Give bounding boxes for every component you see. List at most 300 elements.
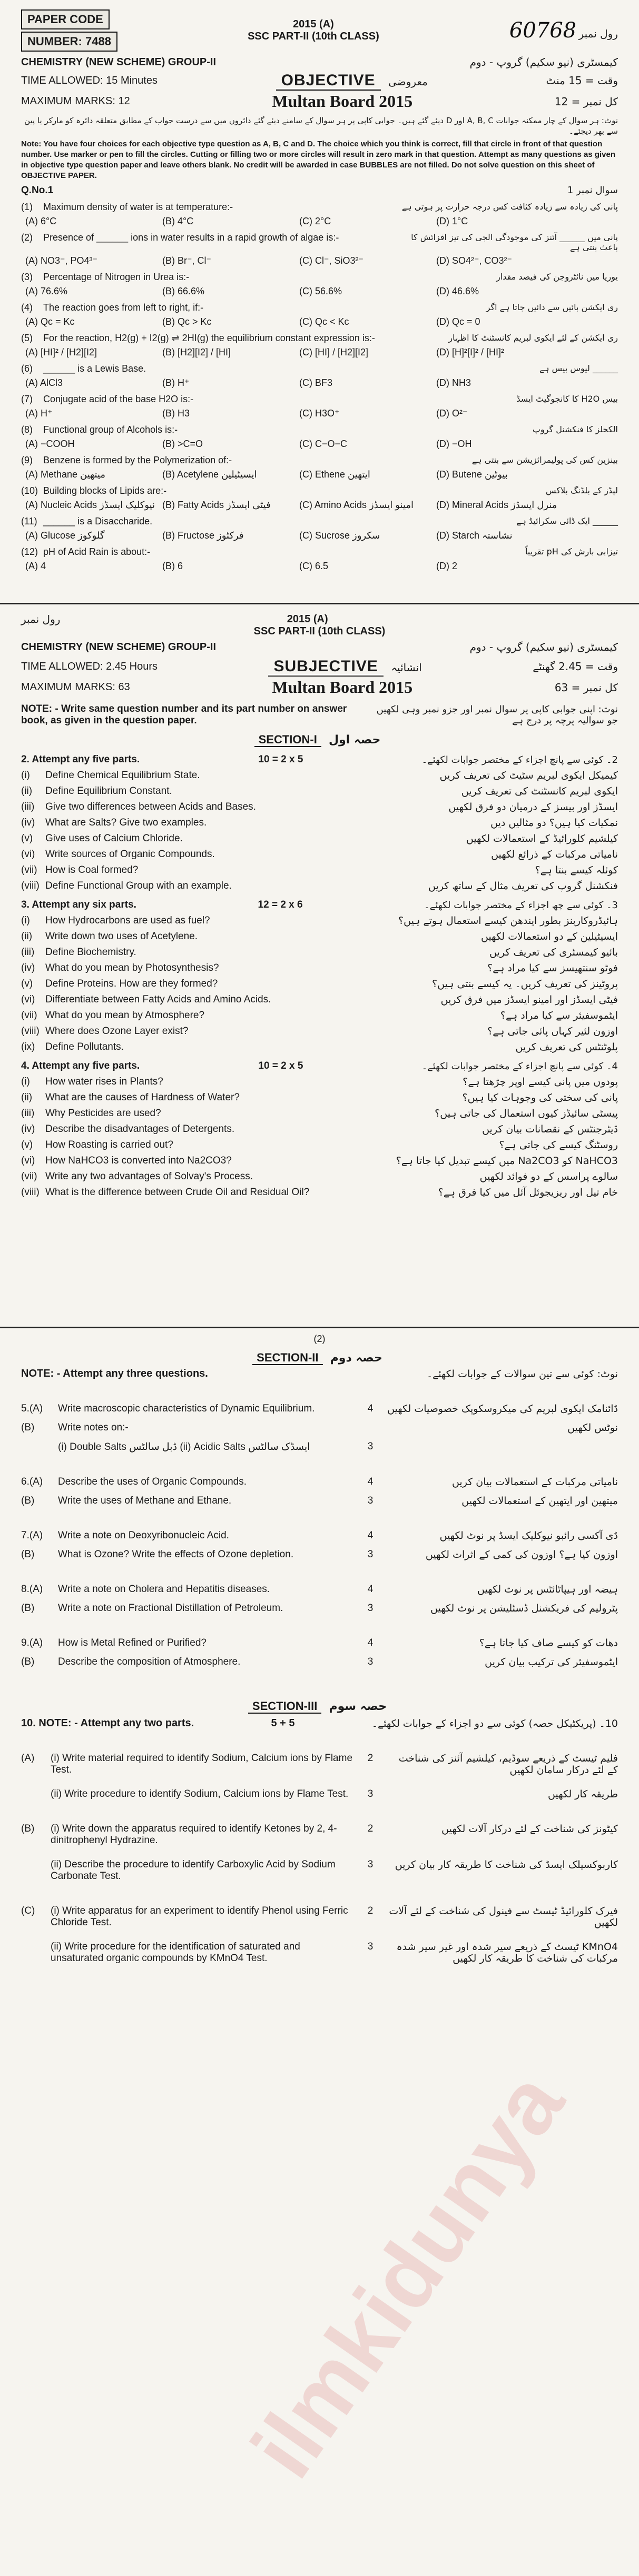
question-number: (2) [21, 232, 33, 243]
question-heading-text: 4. Attempt any five parts. [21, 1060, 140, 1071]
mcq-option: (A) [HI]² / [H2][I2] [25, 346, 97, 357]
question-number: (7) [21, 393, 33, 404]
exam-info [248, 18, 379, 43]
practical-part: (C) [21, 1905, 35, 1916]
practical-text: (ii) Write procedure to identify Sodium, Calcium ions by Flame Test. [51, 1788, 349, 1799]
question-number: (1) [21, 201, 33, 212]
long-question-marks: 4 [367, 1637, 373, 1648]
question-text: For the reaction, H2(g) + I2(g) ⇌ 2HI(g) the equilibrium constant expression is:- [43, 332, 375, 343]
long-questions-paper [0, 1327, 639, 2576]
exam-class: SSC PART-II (10th CLASS) [248, 31, 379, 42]
mcq-option: (B) Fatty Acids فیٹی ایسڈز [162, 499, 271, 510]
part-text-urdu: نامیاتی مرکبات کے ذرائع لکھیں [491, 849, 618, 860]
mcq-option: (C) 2°C [299, 215, 331, 226]
paper-number: NUMBER: 7488 [21, 32, 117, 52]
mcq-option: (C) 6.5 [299, 560, 329, 571]
practical-urdu: فلیم ٹیسٹ کے ذریعے سوڈیم، کیلشیم آئنز کی شناخت کے لئے درکار سامان لکھیں [398, 1753, 618, 1776]
long-question [21, 1422, 618, 1434]
question-text: The reaction goes from left to right, if:- [43, 302, 204, 313]
q10-heading: 10. NOTE: - Attempt any two parts. 5 + 5 10۔ (پریکٹیکل حصہ) کوئی سے دو اجزاء کے جوابات لکھئے۔ [21, 1717, 618, 1729]
mcq-option: (A) 6°C [25, 215, 57, 226]
question-heading-urdu: 2۔ کوئی سے پانچ اجزاء کے مختصر جوابات لکھئے۔ [421, 754, 618, 765]
mcq-question [21, 272, 618, 283]
part-text: Define Pollutants. [45, 1041, 124, 1052]
part-text-urdu: پانی کی سختی کی وجوہات کیا ہیں؟ [462, 1092, 618, 1103]
part-number: (vi) [21, 1155, 35, 1166]
mcq-option: (C) H3O⁺ [299, 407, 340, 419]
mcq-option: (B) [H2][I2] / [HI] [162, 346, 231, 357]
mcq-question [21, 455, 618, 466]
exam-class-2: SSC PART-II (10th CLASS) [253, 625, 386, 637]
long-question-number: (B) [21, 1495, 35, 1506]
mcq-option: (A) Qc = Kc [25, 316, 75, 327]
long-question-number: 6.(A) [21, 1476, 43, 1487]
section-1-title: SECTION-I حصہ اول [21, 733, 618, 747]
long-question-urdu: ایٹموسفیئر کی ترکیب بیان کریں [485, 1656, 618, 1668]
mcq-question [21, 424, 618, 435]
part-text: What are Salts? Give two examples. [45, 817, 207, 828]
short-question [21, 931, 618, 942]
part-number: (viii) [21, 880, 40, 891]
part-text: How Roasting is carried out? [45, 1139, 173, 1150]
question-text-urdu: لپڈز کے بلڈنگ بلاکس [545, 485, 618, 495]
question-heading-text: 3. Attempt any six parts. [21, 899, 136, 910]
section-2-title: SECTION-II حصہ دوم [21, 1351, 618, 1365]
question-text-urdu: الکحلز کا فنکشنل گروپ [532, 424, 618, 434]
roll-label: رول نمبر [578, 27, 618, 40]
part-number: (vii) [21, 1010, 37, 1021]
part-text-urdu: پیسٹی سائیڈز کیوں استعمال کی جاتی ہیں؟ [435, 1108, 618, 1119]
mcq-option: (A) AlCl3 [25, 377, 63, 388]
objective-header [21, 9, 618, 52]
practical-text: (ii) Write procedure for the identification of saturated and unsaturated organic compounds by KMnO4 Test. [51, 1941, 300, 1964]
practical-text: (i) Write material required to identify Sodium, Calcium ions by Flame Test. [51, 1753, 353, 1775]
question-number: (5) [21, 332, 33, 343]
mcq-question [21, 363, 618, 374]
short-question [21, 880, 618, 892]
short-question [21, 801, 618, 813]
long-question-marks: 4 [367, 1584, 373, 1595]
practical-question [21, 1788, 618, 1800]
practical-text: (i) Write apparatus for an experiment to identify Phenol using Ferric Chloride Test. [51, 1905, 348, 1928]
mcq-list [21, 202, 618, 572]
question-text-urdu: بیس H2O کا کانجوگیٹ ایسڈ [516, 393, 618, 404]
practical-marks: 2 [367, 1753, 373, 1764]
practical-question [21, 1823, 618, 1846]
part-number: (vi) [21, 849, 35, 860]
note-urdu: نوٹ: ہر سوال کے چار ممکنہ جوابات A, B, C اور D دیئے گئے ہیں۔ جوابی کاپی پر ہر سوال کے سامنے دیئے گئے دائروں میں سے درست جواب کے مطابق متعلقہ دائرہ کو مارکر یا پین سے بھر دیجئے۔ [24, 116, 618, 136]
part-number: (v) [21, 978, 33, 989]
part-number: (iv) [21, 962, 35, 973]
mcq-option: (A) −COOH [25, 438, 75, 449]
short-question [21, 978, 618, 990]
note-english-2: NOTE: - Write same question number and its part number on answer book, as given in the question paper. [21, 703, 347, 726]
part-text: Define Functional Group with an example. [45, 880, 232, 891]
question-text: Functional group of Alcohols is:- [43, 424, 178, 435]
note-urdu-2: نوٹ: اپنی جوابی کاپی پر سوال نمبر اور جزو نمبر وہی لکھیں جو سوالیہ پرچہ پر درج ہے [376, 704, 618, 726]
short-question [21, 864, 618, 876]
board-name-2: Multan Board 2015 [272, 678, 413, 697]
short-question [21, 1026, 618, 1037]
page-number: (2) [313, 1334, 326, 1344]
mcq-question [21, 516, 618, 527]
long-question-number: 5.(A) [21, 1403, 43, 1414]
long-question-number: 8.(A) [21, 1584, 43, 1595]
part-number: (ix) [21, 1041, 35, 1052]
mcq-question [21, 302, 618, 313]
part-number: (v) [21, 833, 33, 844]
mcq-option: (C) Ethene ایتھین [299, 469, 370, 480]
question-marks: 10 = 2 x 5 [258, 754, 303, 765]
short-question [21, 833, 618, 844]
mcq-option: (C) Qc < Kc [299, 316, 349, 327]
mcq-option: (B) 6 [162, 560, 183, 571]
question-text-urdu: یوریا میں نائٹروجن کی فیصد مقدار [496, 271, 618, 282]
long-question-text: Describe the uses of Organic Compounds. [58, 1476, 247, 1487]
part-number: (viii) [21, 1026, 40, 1037]
mcq-option: (B) Br⁻, Cl⁻ [162, 255, 211, 266]
mcq-option: (B) >C=O [162, 438, 203, 449]
mcq-option: (C) C−O−C [299, 438, 348, 449]
long-question-marks: 3 [367, 1441, 373, 1452]
question-text-urdu: تیزابی بارش کی pH تقریباً [525, 546, 618, 556]
question-text-urdu: ______ لیوس بیس ہے [539, 363, 618, 373]
part-text: Write sources of Organic Compounds. [45, 849, 215, 860]
question-heading [21, 1060, 618, 1072]
note-english: Note: You have four choices for each objective type question as A, B, C and D. The choice which you think is correct, fill that circle in front of that question number. Use marker or pen to fill the circles. Cutting or filling two or more circles will result in zero mark in that question. Attempt as many questions as given in objective type question paper and leave others blank. No credit will be awarded in case BUBBLES are not filled. Do not solve question on this sheet of OBJECTIVE PAPER. [21, 139, 616, 181]
part-text: Give uses of Calcium Chloride. [45, 833, 183, 844]
mcq-option: (D) Qc = 0 [436, 316, 480, 327]
paper-code-label: PAPER CODE [21, 9, 110, 29]
question-number: (3) [21, 271, 33, 282]
short-question [21, 1041, 618, 1053]
time-line [21, 72, 618, 89]
short-question [21, 915, 618, 927]
question-heading [21, 754, 618, 765]
part-text-urdu: فیٹی ایسڈز اور امینو ایسڈز میں فرق کریں [440, 994, 618, 1006]
mcq-question [21, 394, 618, 405]
mcq-option: (D) O²⁻ [436, 407, 468, 419]
part-text-urdu: کیلشیم کلورائیڈ کے استعمالات لکھیں [466, 833, 618, 844]
question-marks: 12 = 2 x 6 [258, 899, 303, 910]
marks-line-2 [21, 678, 618, 697]
mcq-option: (D) Butene بیوٹین [436, 469, 508, 480]
part-text: How water rises in Plants? [45, 1076, 163, 1087]
long-question-urdu: اوزون کیا ہے؟ اوزون کی کمی کے اثرات لکھیں [425, 1549, 618, 1560]
short-question [21, 1171, 618, 1182]
long-question [21, 1584, 618, 1595]
question-text-urdu: پانی میں ______ آئنز کی موجودگی الجی کی تیز افزائش کا باعث بنتی ہے [411, 232, 618, 252]
part-text: Write any two advantages of Solvay's Process. [45, 1171, 253, 1182]
mcq-option: (C) Sucrose سکروز [299, 530, 380, 541]
part-text: Why Pesticides are used? [45, 1108, 161, 1119]
part-text-urdu: پروٹینز کی تعریف کریں۔ یہ کیسے بنتی ہیں؟ [432, 978, 618, 990]
watermark: ilmkidunya [232, 2054, 583, 2495]
part-text: Give two differences between Acids and Bases. [45, 801, 256, 812]
long-question-marks: 4 [367, 1530, 373, 1541]
part-text-urdu: اوزون لئیر کہاں پائی جاتی ہے؟ [487, 1026, 618, 1037]
time-allowed-urdu: وقت = 15 منٹ [546, 74, 618, 87]
part-text: What is the difference between Crude Oil and Residual Oil? [45, 1187, 310, 1198]
short-question [21, 1155, 618, 1167]
part-text-urdu: NaHCO3 کو Na2CO3 میں کیسے تبدیل کیا جاتا ہے؟ [396, 1155, 618, 1167]
part-text-urdu: بائیو کیمسٹری کی تعریف کریں [489, 947, 618, 958]
part-text: Define Biochemistry. [45, 947, 136, 958]
long-question [21, 1549, 618, 1560]
long-question-marks: 3 [367, 1549, 373, 1560]
long-question-number: (B) [21, 1603, 35, 1614]
part-text: Write down two uses of Acetylene. [45, 931, 198, 942]
subjective-heading: SUBJECTIVE انشائیہ [268, 658, 421, 675]
part-text: Define Chemical Equilibrium State. [45, 770, 200, 781]
part-text-urdu: سالوے پراسس کے دو فوائد لکھیں [479, 1171, 618, 1182]
practical-urdu: کیٹونز کی شناخت کے لئے درکار آلات لکھیں [441, 1823, 618, 1835]
long-question-urdu: میتھین اور ایتھین کے استعمالات لکھیں [461, 1495, 618, 1507]
board-name: Multan Board 2015 [272, 92, 413, 111]
mcq-option: (A) H⁺ [25, 407, 53, 419]
practical-question [21, 1905, 618, 1928]
mcq-option: (D) 1°C [436, 215, 468, 226]
short-question [21, 962, 618, 974]
part-text: What do you mean by Photosynthesis? [45, 962, 219, 973]
part-text-urdu: پودوں میں پانی کیسے اوپر چڑھتا ہے؟ [463, 1076, 618, 1088]
practical-question-list [21, 1753, 618, 1964]
question-heading [21, 899, 618, 911]
mcq-option: (D) NH3 [436, 377, 471, 388]
practical-question [21, 1753, 618, 1776]
roll-number-box [509, 18, 618, 43]
mcq-options [25, 561, 618, 572]
question-text: Maximum density of water is at temperature:- [43, 201, 233, 212]
part-text: How Hydrocarbons are used as fuel? [45, 915, 210, 926]
part-number: (iv) [21, 817, 35, 828]
question-marks: 10 = 2 x 5 [258, 1060, 303, 1071]
practical-marks: 3 [367, 1788, 373, 1799]
long-question-text: Write macroscopic characteristics of Dynamic Equilibrium. [58, 1403, 315, 1414]
time-allowed: TIME ALLOWED: 15 Minutes [21, 74, 158, 86]
mcq-question [21, 202, 618, 213]
short-question [21, 785, 618, 797]
part-text-urdu: ایٹموسفیئر سے کیا مراد ہے؟ [500, 1010, 618, 1021]
short-question [21, 1123, 618, 1135]
part-text: Define Proteins. How are they formed? [45, 978, 218, 989]
part-number: (vii) [21, 864, 37, 876]
practical-urdu: طریقہ کار لکھیں [548, 1788, 618, 1800]
short-question [21, 994, 618, 1006]
subjective-header [21, 613, 618, 625]
part-text: What do you mean by Atmosphere? [45, 1010, 205, 1021]
mcq-option: (A) 4 [25, 560, 46, 571]
long-question [21, 1530, 618, 1541]
question-text: ______ is a Lewis Base. [43, 363, 146, 374]
long-question [21, 1403, 618, 1415]
short-question [21, 1108, 618, 1119]
question-text-urdu: ______ ایک ڈائی سکرائیڈ ہے [516, 515, 618, 526]
long-question-urdu: دھات کو کیسے صاف کیا جاتا ہے؟ [479, 1637, 618, 1649]
long-question-marks: 3 [367, 1495, 373, 1506]
time-line-2 [21, 658, 618, 675]
long-question-text: Write a note on Cholera and Hepatitis diseases. [58, 1584, 270, 1595]
mcq-question [21, 232, 618, 252]
part-number: (iii) [21, 801, 35, 812]
part-text: What are the causes of Hardness of Water? [45, 1092, 240, 1103]
practical-marks: 2 [367, 1823, 373, 1834]
practical-marks: 2 [367, 1905, 373, 1916]
part-number: (i) [21, 770, 30, 781]
mcq-options [25, 439, 618, 450]
long-question [21, 1637, 618, 1649]
subject-line [21, 56, 618, 68]
section-2-note: NOTE: - Attempt any three questions. نوٹ: کوئی سے تین سوالات کے جوابات لکھئے۔ [21, 1368, 618, 1380]
exam-year: 2015 (A) [293, 18, 334, 30]
mcq-option: (D) −OH [436, 438, 472, 449]
short-question [21, 817, 618, 829]
mcq-option: (B) 4°C [162, 215, 194, 226]
practical-text: (i) Write down the apparatus required to identify Ketones by 2, 4-dinitrophenyl Hydrazine. [51, 1823, 337, 1846]
practical-part: (A) [21, 1753, 35, 1764]
marks-line [21, 92, 618, 111]
mcq-option: (C) BF3 [299, 377, 332, 388]
long-question-number: 9.(A) [21, 1637, 43, 1648]
long-question-marks: 4 [367, 1476, 373, 1487]
question-text: Presence of ______ ions in water results in a rapid growth of algae is:- [43, 232, 339, 243]
mcq-option: (D) 2 [436, 560, 457, 571]
long-question-urdu: نامیاتی مرکبات کے استعمالات بیان کریں [451, 1476, 618, 1488]
long-question [21, 1603, 618, 1614]
question-number: (11) [21, 515, 37, 526]
part-number: (viii) [21, 1187, 40, 1198]
mcq-option: (B) H⁺ [162, 377, 190, 388]
part-number: (ii) [21, 785, 33, 797]
mcq-option: (B) Acetylene ایسیٹیلین [162, 469, 257, 480]
question-heading-text: 2. Attempt any five parts. [21, 754, 140, 765]
practical-urdu: KMnO4 ٹیسٹ کے ذریعے سیر شدہ اور غیر سیر شدہ مرکبات کی شناخت کا طریقہ کار لکھیں [396, 1941, 618, 1964]
short-questions [21, 754, 618, 1198]
mcq-option: (D) Starch نشاستہ [436, 530, 513, 541]
part-text-urdu: کیمیکل ایکوی لبریم سٹیٹ کی تعریف کریں [439, 770, 618, 781]
question-number: (8) [21, 424, 33, 435]
short-question [21, 849, 618, 860]
long-question-text: How is Metal Refined or Purified? [58, 1637, 207, 1648]
question-text-urdu: بینزین کس کی پولیمرائزیشن سے بنتی ہے [471, 454, 618, 465]
practical-urdu: فیرک کلورائیڈ ٹیسٹ سے فینول کی شناخت کے لئے آلات لکھیں [389, 1905, 618, 1928]
mcq-option: (D) SO4²⁻, CO3²⁻ [436, 255, 513, 266]
question-1-label: Q.No.1 سوال نمبر 1 [21, 184, 618, 196]
subjective-note [21, 703, 618, 727]
part-text-urdu: ڈیٹرجنٹس کے نقصانات بیان کریں [482, 1123, 618, 1135]
part-text: Differentiate between Fatty Acids and Amino Acids. [45, 994, 271, 1005]
part-number: (iii) [21, 947, 35, 958]
part-text: How is Coal formed? [45, 864, 139, 876]
long-question-text: Write notes on:- [58, 1422, 129, 1433]
mcq-options [25, 500, 618, 511]
short-question [21, 947, 618, 958]
long-question-number: (B) [21, 1656, 35, 1667]
part-number: (ii) [21, 931, 33, 942]
mcq-option: (C) [HI] / [H2][I2] [299, 346, 369, 357]
long-question-urdu: ہیضہ اور ہیپاٹائٹس پر نوٹ لکھیں [477, 1584, 618, 1595]
short-question [21, 1076, 618, 1088]
time-allowed-2: TIME ALLOWED: 2.45 Hours [21, 660, 158, 672]
question-number: (10) [21, 485, 38, 496]
part-number: (i) [21, 915, 30, 926]
question-number: (4) [21, 302, 33, 313]
question-text-urdu: پانی کی زیادہ سے زیادہ کثافت کس درجہ حرارت پر ہوتی ہے [401, 201, 618, 212]
part-text-urdu: کوئلہ کیسے بنتا ہے؟ [535, 864, 618, 876]
mcq-option: (B) H3 [162, 407, 190, 419]
part-text-urdu: پلوٹنٹس کی تعریف کریں [515, 1041, 618, 1053]
mcq-question [21, 546, 618, 558]
mcq-options [25, 216, 618, 227]
question-text-urdu: ری ایکشن کے لئے ایکوی لبریم کانسٹنٹ کا اظہار [448, 332, 618, 343]
part-text-urdu: نمکیات کیا ہیں؟ دو مثالیں دیں [490, 817, 618, 829]
mcq-options [25, 286, 618, 297]
long-question-marks: 4 [367, 1403, 373, 1414]
short-question [21, 1139, 618, 1151]
mcq-option: (B) Fructose فرکٹوز [162, 530, 244, 541]
part-text: Describe the disadvantages of Detergents. [45, 1123, 235, 1135]
subject-title: CHEMISTRY (NEW SCHEME) GROUP-II [21, 56, 217, 68]
long-question-marks: 3 [367, 1656, 373, 1667]
short-question [21, 1010, 618, 1021]
practical-marks: 3 [367, 1859, 373, 1870]
objective-paper [0, 0, 639, 603]
mcq-options [25, 408, 618, 419]
long-question-urdu: ڈائنامک ایکوی لبریم کی میکروسکوپک خصوصیات لکھیں [387, 1403, 618, 1415]
question-number: (12) [21, 546, 38, 557]
mcq-question [21, 485, 618, 496]
practical-urdu: کاربوکسیلک ایسڈ کی شناخت کا طریقہ کار بیان کریں [395, 1859, 618, 1871]
max-marks: MAXIMUM MARKS: 12 [21, 95, 130, 107]
mcq-options [25, 377, 618, 389]
question-text: Building blocks of Lipids are:- [43, 485, 167, 496]
long-question [21, 1476, 618, 1488]
part-text-urdu: ہائیڈروکاربنز بطور ایندھن کیسے استعمال ہوتے ہیں؟ [398, 915, 618, 927]
question-number: (9) [21, 454, 33, 465]
part-number: (iv) [21, 1123, 35, 1135]
mcq-option: (A) Methane میتھین [25, 469, 105, 480]
long-question-urdu: پٹرولیم کی فریکشنل ڈسٹلیشن پر نوٹ لکھیں [430, 1603, 618, 1614]
question-heading-urdu: 4۔ کوئی سے پانچ اجزاء کے مختصر جوابات لکھئے۔ [421, 1060, 618, 1072]
part-text-urdu: فوٹو سنتھیسز سے کیا مراد ہے؟ [487, 962, 618, 974]
section-3-title: SECTION-III حصہ سوم [21, 1699, 618, 1713]
mcq-option: (B) Qc > Kc [162, 316, 212, 327]
roll-label-2: رول نمبر [21, 613, 61, 625]
part-text-urdu: خام تیل اور ریزیجوئل آئل میں کیا فرق ہے؟ [438, 1187, 618, 1198]
question-text: Benzene is formed by the Polymerization of:- [43, 454, 232, 465]
part-number: (i) [21, 1076, 30, 1087]
subject-title-urdu: کیمسٹری (نیو سکیم) گروپ - دوم [469, 56, 618, 68]
part-text: How NaHCO3 is converted into Na2CO3? [45, 1155, 232, 1166]
max-marks-2: MAXIMUM MARKS: 63 [21, 681, 130, 693]
part-text-urdu: ایسڈز اور بیسز کے درمیان دو فرق لکھیں [448, 801, 618, 813]
mcq-option: (A) 76.6% [25, 285, 68, 296]
mcq-option: (A) Nucleic Acids نیوکلیک ایسڈز [25, 499, 155, 510]
long-question-list [21, 1403, 618, 1668]
mcq-question [21, 333, 618, 344]
part-text: Where does Ozone Layer exist? [45, 1026, 189, 1037]
mcq-option: (A) NO3⁻, PO4³⁻ [25, 255, 98, 266]
part-number: (ii) [21, 1092, 33, 1103]
max-marks-urdu: کل نمبر = 12 [554, 95, 618, 108]
question-heading-urdu: 3۔ کوئی سے چھ اجزاء کے مختصر جوابات لکھئے۔ [424, 899, 618, 911]
mcq-options [25, 530, 618, 541]
question-text-urdu: ری ایکشن بائیں سے دائیں جاتا ہے اگر [486, 302, 618, 312]
long-question-text: Write a note on Fractional Distillation of Petroleum. [58, 1603, 283, 1614]
long-question-text: Write a note on Deoxyribonucleic Acid. [58, 1530, 229, 1541]
short-question [21, 1092, 618, 1103]
part-text-urdu: ایسیٹیلین کے دو استعمالات لکھیں [480, 931, 618, 942]
